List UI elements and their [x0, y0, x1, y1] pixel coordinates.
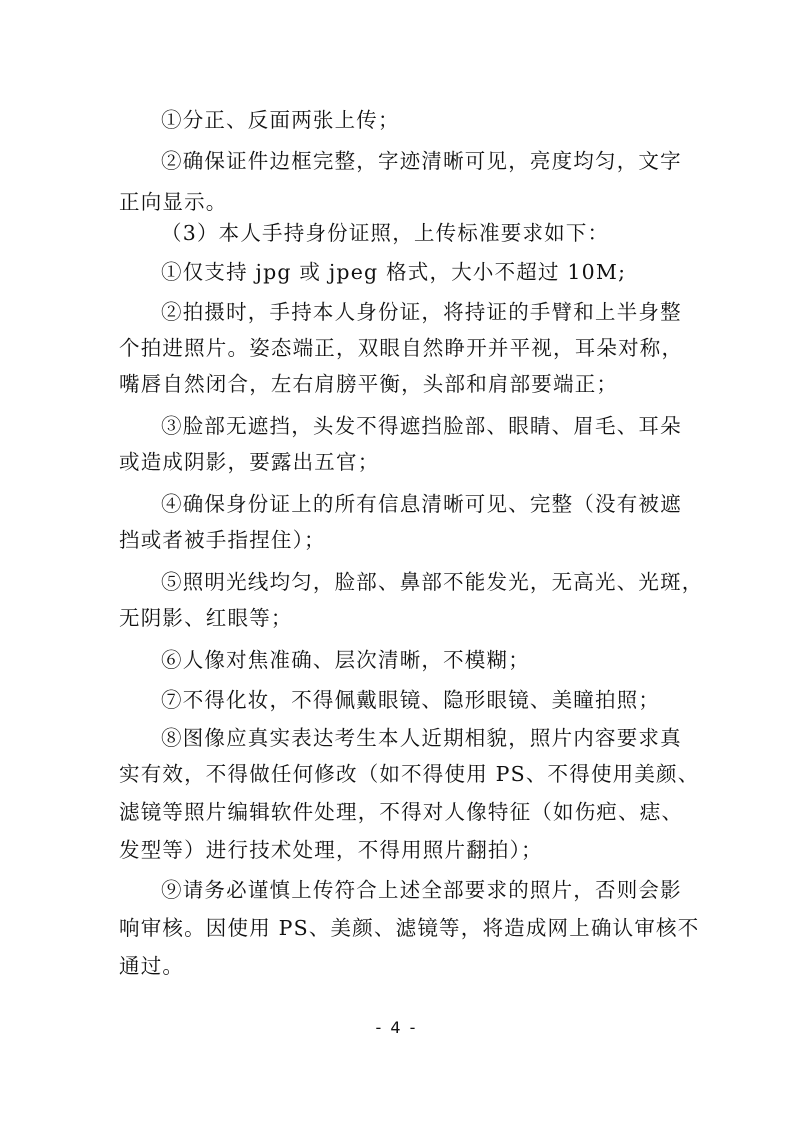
text-line: 无阴影、红眼等； [119, 606, 293, 630]
text-line: ①仅支持 jpg 或 jpeg 格式，大小不超过 10M; [161, 260, 627, 284]
text-line: 嘴唇自然闭合，左右肩膀平衡，头部和肩部要端正； [119, 372, 619, 396]
text-line: 实有效，不得做任何修改（如不得使用 PS、不得使用美颜、 [119, 762, 700, 786]
text-line: ④确保身份证上的所有信息清晰可见、完整（没有被遮 [161, 492, 682, 516]
text-line: ⑤照明光线均匀，脸部、鼻部不能发光，无高光、光斑， [161, 570, 704, 594]
text-line: ②拍摄时，手持本人身份证，将持证的手臂和上半身整 [161, 300, 682, 324]
text-line: ⑥人像对焦准确、层次清晰，不模糊； [161, 648, 530, 672]
text-line: ①分正、反面两张上传； [161, 108, 400, 132]
text-line: 挡或者被手指捏住）； [119, 528, 326, 552]
text-line: ⑨请务必谨慎上传符合上述全部要求的照片，否则会影 [161, 878, 682, 902]
text-line: 或造成阴影，要露出五官； [119, 450, 380, 474]
text-line: 通过。 [119, 954, 185, 978]
text-line: 发型等）进行技术处理，不得用照片翻拍）； [119, 838, 543, 862]
text-line: ②确保证件边框完整，字迹清晰可见，亮度均匀，文字 [161, 149, 682, 173]
text-line: ③脸部无遮挡，头发不得遮挡脸部、眼睛、眉毛、耳朵 [161, 414, 682, 438]
text-line: 正向显示。 [119, 190, 228, 214]
page-number: - 4 - [375, 1018, 418, 1037]
section-heading: （3）本人手持身份证照，上传标准要求如下： [161, 221, 610, 245]
text-line: 响审核。因使用 PS、美颜、滤镜等，将造成网上确认审核不 [119, 916, 700, 940]
text-line: 个拍进照片。姿态端正，双眼自然睁开并平视，耳朵对称， [119, 336, 684, 360]
text-line: ⑦不得化妆，不得佩戴眼镜、隐形眼镜、美瞳拍照； [161, 688, 661, 712]
text-line: 滤镜等照片编辑软件处理，不得对人像特征（如伤疤、痣、 [119, 800, 684, 824]
text-line: ⑧图像应真实表达考生本人近期相貌，照片内容要求真 [161, 726, 682, 750]
